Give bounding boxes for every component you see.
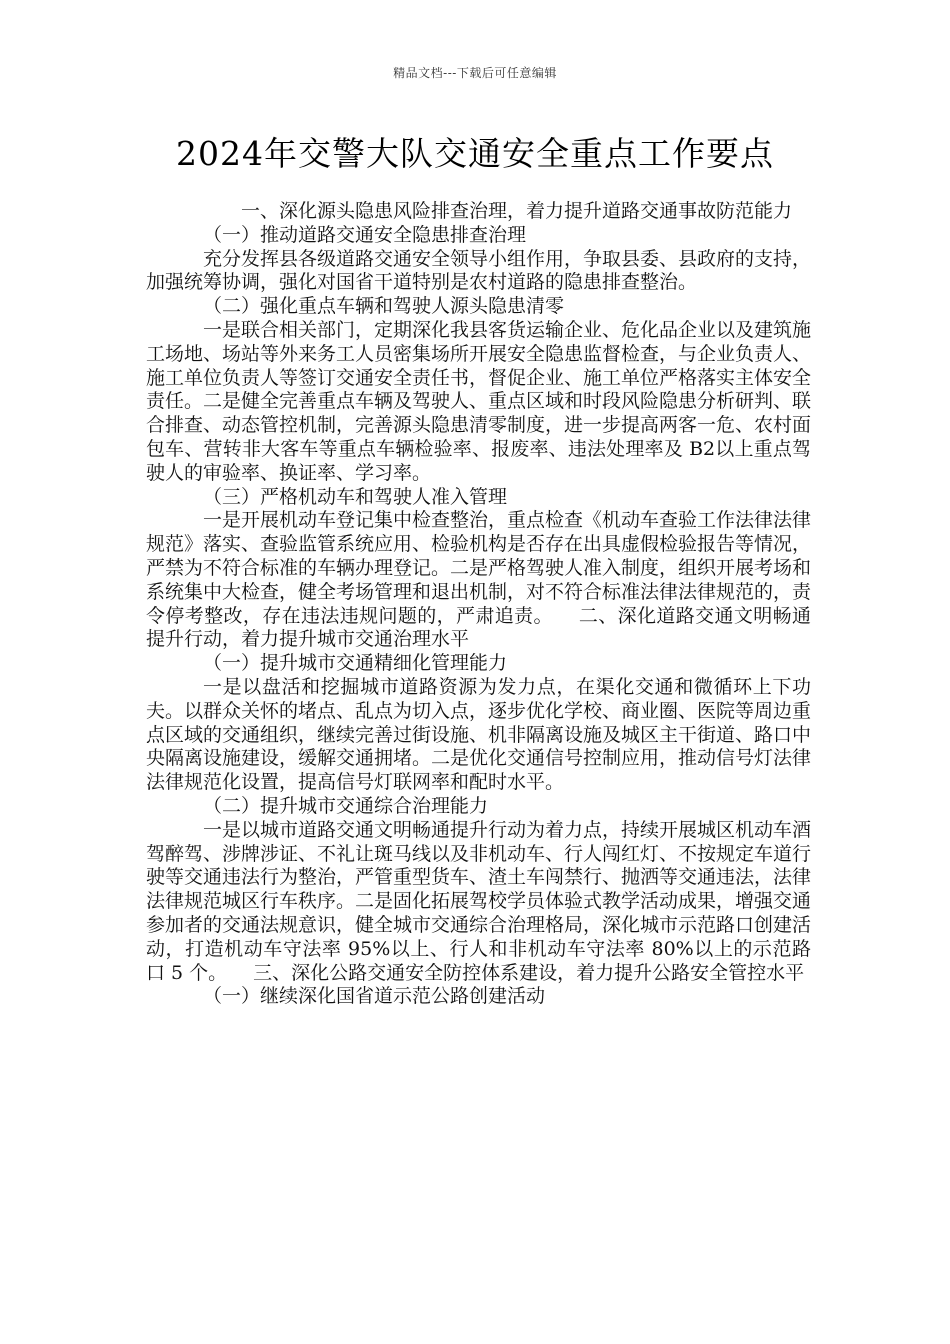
paragraph (146, 819, 811, 986)
document-title: 2024年交警大队交通安全重点工作要点 (176, 134, 774, 173)
subsection-heading: （一）继续深化国省道示范公路创建活动 (203, 985, 546, 1008)
header-note: 精品文档---下载后可任意编辑 (393, 66, 557, 80)
section-heading-2: 二、深化道路交通文明畅通提升行动，着力提升城市交通治理水平 (146, 604, 811, 651)
subsection-heading: （三）严格机动车和驾驶人准入管理 (203, 485, 508, 508)
section-heading-1: 一、深化源头隐患风险排查治理，着力提升道路交通事故防范能力 (241, 200, 793, 222)
paragraph-text: 一是开展机动车登记集中检查整治，重点检查《机动车查验工作法律法律规范》落实、查验监管系统应用、检验机构是否存在出具虚假检验报告等情况，严禁为不符合标准的车辆办理登记。二是严格驾驶人准入制度，组织开展考场和系统集中大检查，健全考场管理和退出机制，对不符合标准法律法律规范的，责令停考整改，存在违法违规问题的，严肃追责。 (146, 509, 812, 627)
subsection-heading: （一）提升城市交通精细化管理能力 (203, 652, 508, 675)
paragraph: 一是联合相关部门，定期深化我县客货运输企业、危化品企业以及建筑施工场地、场站等外来务工人员密集场所开展安全隐患监督检查，与企业负责人、施工单位负责人等签订交通安全责任书，督促企业、施工单位严格落实主体安全责任。二是健全完善重点车辆及驾驶人、重点区域和时段风险隐患分析研判、联合排查、动态管控机制，完善源头隐患清零制度，进一步提高两客一危、农村面包车、营转非大客车等重点车辆检验率、报废率、违法处理率及 B2以上重点驾驶人的审验率、换证率、学习率。 (146, 318, 812, 484)
subsection-heading: （二）提升城市交通综合治理能力 (203, 794, 489, 817)
document-body (146, 200, 811, 1009)
paragraph: 充分发挥县各级道路交通安全领导小组作用，争取县委、县政府的支持，加强统筹协调，强化对国省干道特别是农村道路的隐患排查整治。 (146, 247, 812, 294)
paragraph: 一是以盘活和挖掘城市道路资源为发力点，在渠化交通和微循环上下功夫。以群众关怀的堵点、乱点为切入点，逐步优化学校、商业圈、医院等周边重点区域的交通组织，继续完善过街设施、机非隔离设施及城区主干街道、路口中央隔离设施建设，缓解交通拥堵。二是优化交通信号控制应用，推动信号灯法律法律规范化设置，提高信号灯联网率和配时水平。 (146, 675, 812, 794)
paragraph-text: 一是以城市道路交通文明畅通提升行动为着力点，持续开展城区机动车酒驾醉驾、涉牌涉证、不礼让斑马线以及非机动车、行人闯红灯、不按规定车道行驶等交通违法行为整治，严管重型货车、渣土车闯禁行、抛洒等交通违法，法律法律规范城区行车秩序。二是固化拓展驾校学员体验式教学活动成果，增强交通参加者的交通法规意识，健全城市交通综合治理格局，深化城市示范路口创建活动，打造机动车守法率 95%以上、行人和非机动车守法率 80%以上的示范路口 5 个。 (146, 818, 812, 984)
subsection-heading: （二）强化重点车辆和驾驶人源头隐患清零 (203, 295, 565, 318)
section-heading-3: 三、深化公路交通安全防控体系建设，着力提升公路安全管控水平 (253, 961, 805, 984)
subsection-heading: （一）推动道路交通安全隐患排查治理 (203, 223, 527, 246)
paragraph (146, 509, 811, 652)
